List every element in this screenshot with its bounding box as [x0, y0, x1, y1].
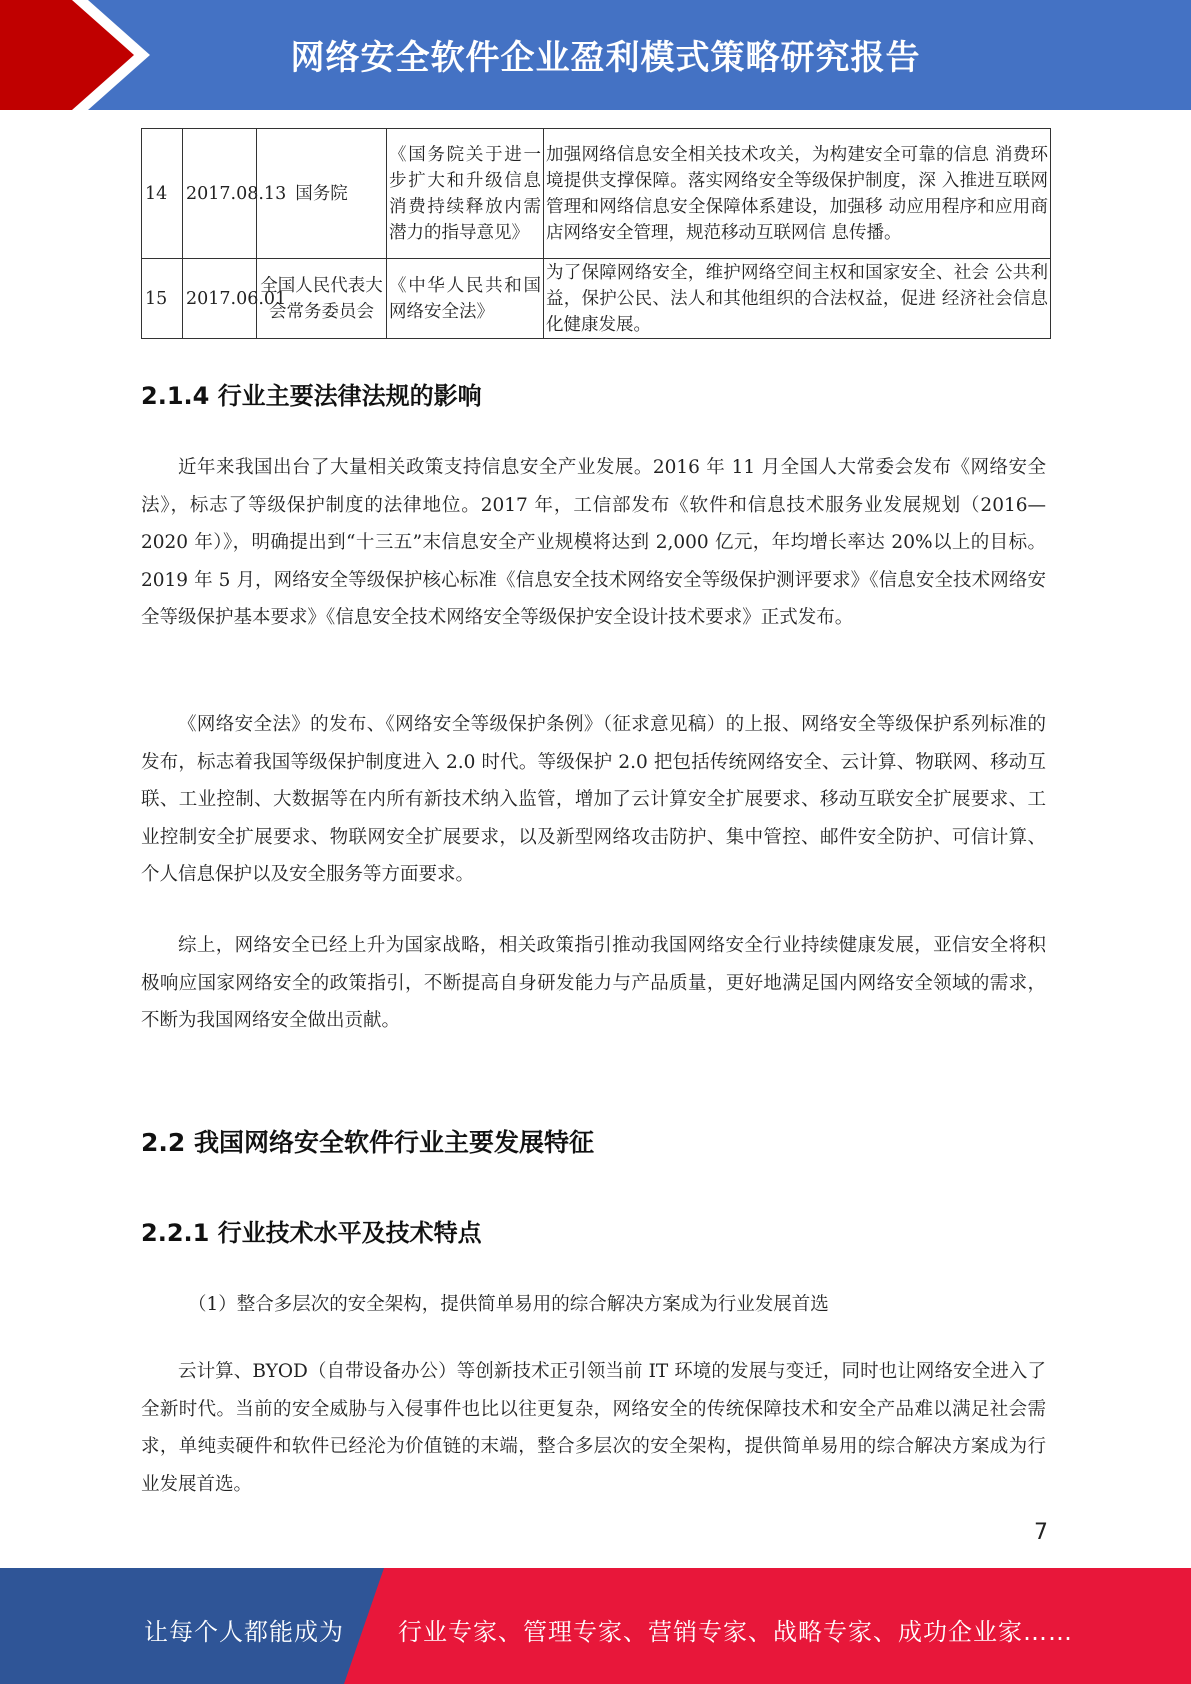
subsection-item: （1）整合多层次的安全架构，提供简单易用的综合解决方案成为行业发展首选	[188, 1294, 829, 1315]
table-row	[142, 259, 1051, 339]
row-document: 《国务院关于进一步扩大和升级信息消费持续释放内需潜力的指导意见》	[387, 129, 544, 259]
section-heading-2-2: 2.2 我国网络安全软件行业主要发展特征	[141, 1128, 594, 1157]
row-issuer: 全国人民代表大会常务委员会	[257, 259, 387, 339]
row-number: 15	[142, 259, 183, 339]
body-paragraph: 综上，网络安全已经上升为国家战略，相关政策指引推动我国网络安全行业持续健康发展，亚信安全将积极响应国家网络安全的政策指引，不断提高自身研发能力与产品质量，更好地满足国内网络安全领域的需求，不断为我国网络安全做出贡献。	[141, 935, 1046, 1031]
body-paragraph: 《网络安全法》的发布、《网络安全等级保护条例》（征求意见稿）的上报、网络安全等级保护系列标准的发布，标志着我国等级保护制度进入 2.0 时代。等级保护 2.0 把包括传统网络安全、云计算、物联网、移动互联、工业控制、大数据等在内所有新技术纳入监管，增加了云计算安全扩展要求、移动互联安全扩展要求、工业控制安全扩展要求、物联网安全扩展要求，以及新型网络攻击防护、集中管控、邮件安全防护、可信计算、个人信息保护以及安全服务等方面要求。	[141, 714, 1046, 885]
body-paragraph: 云计算、BYOD（自带设备办公）等创新技术正引领当前 IT 环境的发展与变迁，同时也让网络安全进入了全新时代。当前的安全威胁与入侵事件也比以往更复杂，网络安全的传统保障技术和安全产品难以满足社会需求，单纯卖硬件和软件已经沦为价值链的末端，整合多层次的安全架构，提供简单易用的综合解决方案成为行业发展首选。	[141, 1361, 1046, 1495]
section-heading-2-1-4: 2.1.4 行业主要法律法规的影响	[141, 382, 482, 410]
row-number: 14	[142, 129, 183, 259]
regulations-table	[141, 128, 1051, 339]
row-description: 为了保障网络安全，维护网络空间主权和国家安全、社会 公共利益，保护公民、法人和其他组织的合法权益，促进 经济社会信息化健康发展。	[544, 259, 1051, 339]
section-heading-2-2-1: 2.2.1 行业技术水平及技术特点	[141, 1219, 482, 1247]
row-date: 2017.08.13	[183, 129, 257, 259]
page-number: 7	[1034, 1520, 1048, 1545]
page-footer	[0, 1568, 1191, 1684]
row-issuer: 国务院	[257, 129, 387, 259]
page-header	[0, 0, 1191, 110]
table-row	[142, 129, 1051, 259]
footer-slogan-left: 让每个人都能成为	[144, 1618, 344, 1646]
report-title: 网络安全软件企业盈利模式策略研究报告	[290, 38, 921, 78]
body-paragraph: 近年来我国出台了大量相关政策支持信息安全产业发展。2016 年 11 月全国人大常委会发布《网络安全法》，标志了等级保护制度的法律地位。2017 年，工信部发布《软件和信息技术服务业发展规划（2016—2020 年）》，明确提出到“十三五”末信息安全产业规模将达到 2,000 亿元，年均增长率达 20%以上的目标。2019 年 5 月，网络安全等级保护核心标准《信息安全技术网络安全等级保护测评要求》《信息安全技术网络安全等级保护基本要求》《信息安全技术网络安全等级保护安全设计技术要求》正式发布。	[141, 457, 1046, 628]
row-description: 加强网络信息安全相关技术攻关，为构建安全可靠的信息 消费环境提供支撑保障。落实网络安全等级保护制度，深 入推进互联网管理和网络信息安全保障体系建设，加强移 动应用程序和应用商店网络安全管理，规范移动互联网信 息传播。	[544, 129, 1051, 259]
row-date: 2017.06.01	[183, 259, 257, 339]
footer-slogan-right: 行业专家、管理专家、营销专家、战略专家、成功企业家……	[398, 1618, 1073, 1646]
row-document: 《中华人民共和国网络安全法》	[387, 259, 544, 339]
